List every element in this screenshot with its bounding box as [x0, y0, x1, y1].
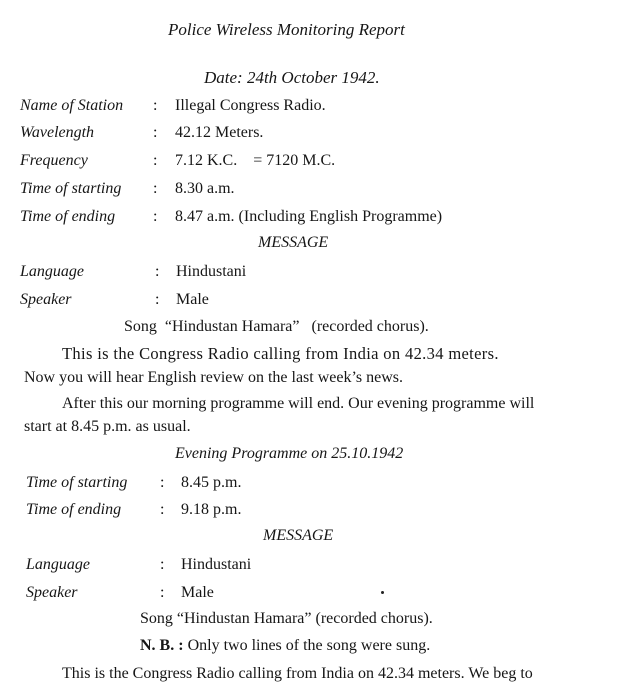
field-label-station: Name of Station — [20, 97, 124, 114]
field-colon: : — [160, 556, 165, 573]
report-date: Date: 24th October 1942. — [204, 68, 380, 87]
field-colon: : — [160, 474, 165, 491]
paragraph-line: This is the Congress Radio calling from India on 42.34 meters. — [62, 344, 499, 363]
field-label-time-starting: Time of starting — [26, 474, 128, 491]
field-colon: : — [160, 584, 165, 601]
field-value-speaker: Male — [181, 584, 214, 601]
field-label-language: Language — [20, 263, 84, 280]
nb-text: Only two lines of the song were sung. — [183, 637, 431, 654]
field-colon: : — [153, 180, 158, 197]
paragraph-line: This is the Congress Radio calling from India on 42.34 meters. We beg to — [62, 665, 533, 682]
field-value-time-starting: 8.30 a.m. — [175, 180, 235, 197]
field-colon: : — [153, 152, 158, 169]
field-value-frequency: 7.12 K.C. = 7120 M.C. — [175, 152, 336, 169]
field-value-speaker: Male — [176, 291, 209, 308]
field-label-frequency: Frequency — [20, 152, 88, 169]
report-title: Police Wireless Monitoring Report — [168, 20, 405, 39]
message-heading: MESSAGE — [258, 234, 329, 251]
scan-speck — [381, 591, 384, 594]
paragraph-line: After this our morning programme will end. Our evening programme will — [62, 395, 535, 412]
field-colon: : — [153, 208, 158, 225]
field-label-wavelength: Wavelength — [20, 124, 95, 141]
field-value-station: Illegal Congress Radio. — [175, 97, 326, 114]
field-value-wavelength: 42.12 Meters. — [175, 124, 264, 141]
evening-heading: Evening Programme on 25.10.1942 — [175, 445, 404, 462]
nb-label: N. B. : — [140, 637, 184, 654]
field-label-time-ending: Time of ending — [26, 501, 122, 518]
field-label-language: Language — [26, 556, 90, 573]
nb-line — [140, 638, 430, 654]
field-value-time-starting: 8.45 p.m. — [181, 474, 242, 491]
field-colon: : — [153, 124, 158, 141]
message-heading: MESSAGE — [263, 527, 334, 544]
song-line: Song “Hindustan Hamara” (recorded chorus). — [140, 610, 433, 627]
field-colon: : — [160, 501, 165, 518]
field-colon: : — [155, 263, 160, 280]
field-value-time-ending: 9.18 p.m. — [181, 501, 242, 518]
field-colon: : — [153, 97, 158, 114]
paragraph-line: start at 8.45 p.m. as usual. — [24, 418, 191, 435]
field-label-speaker: Speaker — [20, 291, 72, 308]
field-label-time-ending: Time of ending — [20, 208, 116, 225]
field-value-time-ending: 8.47 a.m. (Including English Programme) — [175, 208, 443, 225]
field-colon: : — [155, 291, 160, 308]
field-label-time-starting: Time of starting — [20, 180, 122, 197]
paragraph-line: Now you will hear English review on the last week’s news. — [24, 369, 404, 386]
field-value-language: Hindustani — [181, 556, 252, 573]
field-value-language: Hindustani — [176, 263, 247, 280]
field-label-speaker: Speaker — [26, 584, 78, 601]
song-line: Song “Hindustan Hamara” (recorded chorus). — [124, 318, 429, 335]
